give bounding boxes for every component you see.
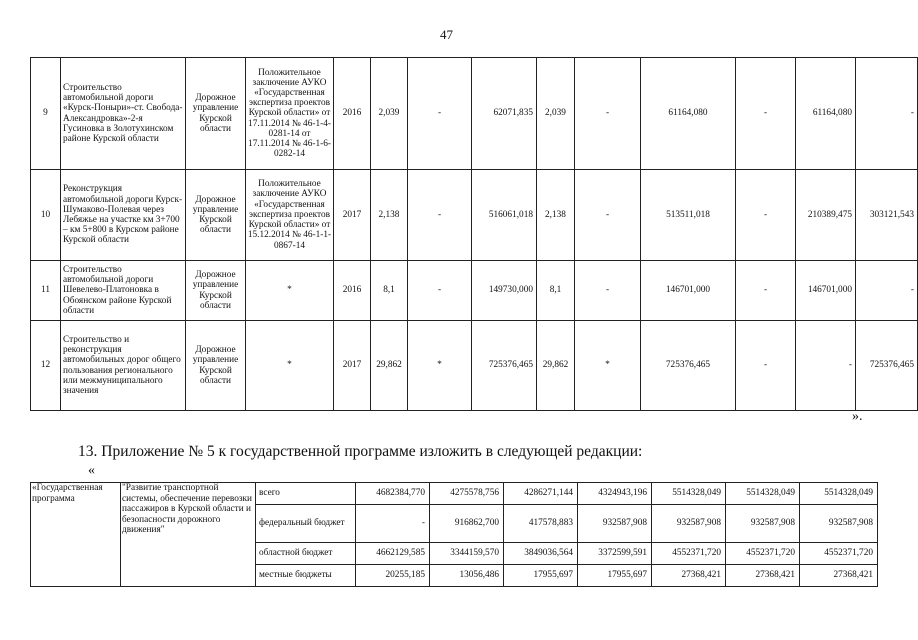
row-number: 9	[31, 58, 61, 170]
value-cell: -	[736, 170, 796, 261]
funding-value: 27368,421	[726, 565, 800, 587]
funding-value: 27368,421	[652, 565, 726, 587]
expertise-cell: Положительное заключение АУКО «Государственная экспертиза проектов Курской области» от 17.11.2014 № 46-1-4-0281-14 от 17.11.2014 № 46-1-6-0282-14	[246, 58, 334, 170]
program-table	[30, 482, 878, 587]
value-cell: -	[575, 170, 641, 261]
value-cell: -	[856, 58, 918, 170]
funding-value: 932587,908	[652, 505, 726, 543]
funding-value: 4662129,585	[356, 543, 430, 565]
value-cell: 29,862	[537, 321, 575, 411]
value-cell: 29,862	[371, 321, 408, 411]
value-cell: -	[575, 58, 641, 170]
value-cell: 61164,080	[796, 58, 856, 170]
value-cell: *	[575, 321, 641, 411]
funding-category: федеральный бюджет	[256, 505, 356, 543]
funding-value: 4682384,770	[356, 483, 430, 505]
object-name: Строительство автомобильной дороги Шевелево-Платоновка в Обоянском районе Курской области	[61, 261, 186, 321]
table-row	[31, 58, 918, 170]
funding-value: 5514328,049	[726, 483, 800, 505]
table-row	[31, 170, 918, 261]
value-cell: 146701,000	[796, 261, 856, 321]
funding-value: 916862,700	[430, 505, 504, 543]
funding-value: 20255,185	[356, 565, 430, 587]
funding-value: 17955,697	[504, 565, 578, 587]
funding-value: 3849036,564	[504, 543, 578, 565]
funding-category: областной бюджет	[256, 543, 356, 565]
funding-value: 4552371,720	[800, 543, 878, 565]
row-number: 10	[31, 170, 61, 261]
value-cell: 61164,080	[641, 58, 736, 170]
value-cell: -	[408, 170, 472, 261]
object-name: Строительство и реконструкция автомобильных дорог общего пользования регионального или межмуниципального значения	[61, 321, 186, 411]
value-cell: 2,039	[371, 58, 408, 170]
value-cell: 2,138	[537, 170, 575, 261]
closing-quote: ».	[852, 409, 863, 424]
organization: Дорожное управление Курской области	[186, 261, 246, 321]
value-cell: 303121,543	[856, 170, 918, 261]
funding-value: 3344159,570	[430, 543, 504, 565]
funding-value: 417578,883	[504, 505, 578, 543]
object-name: Строительство автомобильной дороги «Курск-Поныри»-ст. Свобода-Александровка»-2-я Гусиновка в Золотухинском районе Курской области	[61, 58, 186, 170]
funding-category: всего	[256, 483, 356, 505]
value-cell: 2,039	[537, 58, 575, 170]
page-number: 47	[440, 27, 453, 42]
funding-value: 4552371,720	[726, 543, 800, 565]
value-cell: 725376,465	[472, 321, 537, 411]
year-cell: 2017	[334, 321, 371, 411]
program-label: «Государственная программа	[31, 483, 121, 587]
value-cell: -	[736, 261, 796, 321]
funding-value: 932587,908	[800, 505, 878, 543]
expertise-cell: *	[246, 261, 334, 321]
table-row	[31, 261, 918, 321]
row-number: 12	[31, 321, 61, 411]
value-cell: -	[736, 58, 796, 170]
section-heading: 13. Приложение № 5 к государственной программе изложить в следующей редакции:	[78, 443, 643, 460]
year-cell: 2016	[334, 261, 371, 321]
value-cell: -	[856, 261, 918, 321]
value-cell: 8,1	[537, 261, 575, 321]
funding-value: 27368,421	[800, 565, 878, 587]
funding-value: 13056,486	[430, 565, 504, 587]
value-cell: -	[796, 321, 856, 411]
value-cell: 210389,475	[796, 170, 856, 261]
value-cell: -	[575, 261, 641, 321]
value-cell: -	[736, 321, 796, 411]
value-cell: 2,138	[371, 170, 408, 261]
table-row	[31, 483, 878, 505]
objects-table	[30, 57, 918, 411]
funding-value: 17955,697	[578, 565, 652, 587]
funding-value: 3372599,591	[578, 543, 652, 565]
organization: Дорожное управление Курской области	[186, 58, 246, 170]
funding-category: местные бюджеты	[256, 565, 356, 587]
expertise-cell: *	[246, 321, 334, 411]
funding-value: 932587,908	[726, 505, 800, 543]
value-cell: -	[408, 261, 472, 321]
organization: Дорожное управление Курской области	[186, 170, 246, 261]
funding-value: 5514328,049	[652, 483, 726, 505]
funding-value: 4275578,756	[430, 483, 504, 505]
opening-quote: «	[88, 463, 95, 478]
year-cell: 2016	[334, 58, 371, 170]
year-cell: 2017	[334, 170, 371, 261]
value-cell: 8,1	[371, 261, 408, 321]
funding-value: 4552371,720	[652, 543, 726, 565]
value-cell: 725376,465	[856, 321, 918, 411]
table-row	[31, 321, 918, 411]
program-title: "Развитие транспортной системы, обеспечение перевозки пассажиров в Курской области и безопасности дорожного движения"	[121, 483, 256, 587]
value-cell: 146701,000	[641, 261, 736, 321]
funding-value: 932587,908	[578, 505, 652, 543]
organization: Дорожное управление Курской области	[186, 321, 246, 411]
value-cell: 62071,835	[472, 58, 537, 170]
value-cell: -	[408, 58, 472, 170]
funding-value: 4324943,196	[578, 483, 652, 505]
value-cell: *	[408, 321, 472, 411]
value-cell: 149730,000	[472, 261, 537, 321]
value-cell: 516061,018	[472, 170, 537, 261]
row-number: 11	[31, 261, 61, 321]
funding-value: -	[356, 505, 430, 543]
funding-value: 4286271,144	[504, 483, 578, 505]
object-name: Реконструкция автомобильной дороги Курск-Шумаково-Полевая через Лебяжье на участке км 3+700 – км 5+800 в Курском районе Курской области	[61, 170, 186, 261]
expertise-cell: Положительное заключение АУКО «Государственная экспертиза проектов Курской области» от 15.12.2014 № 46-1-1-0867-14	[246, 170, 334, 261]
value-cell: 725376,465	[641, 321, 736, 411]
funding-value: 5514328,049	[800, 483, 878, 505]
value-cell: 513511,018	[641, 170, 736, 261]
